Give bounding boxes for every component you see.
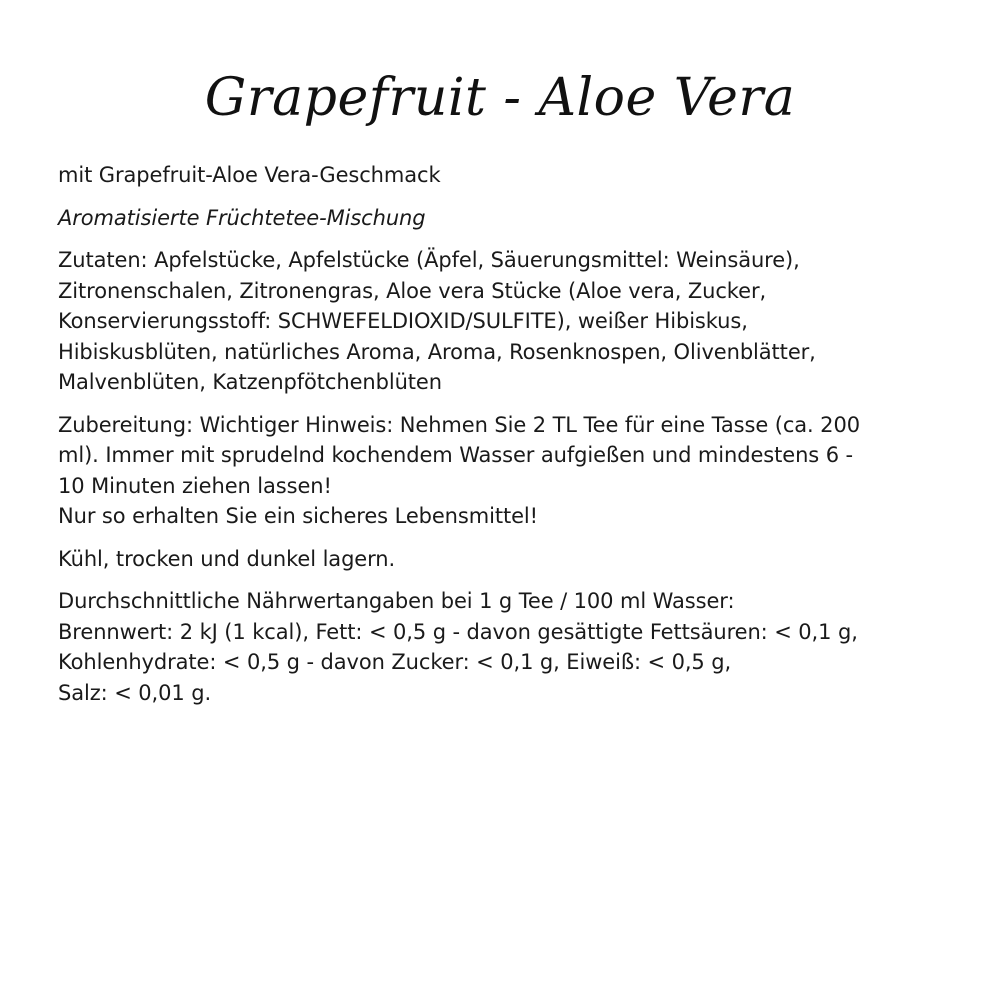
flavor-line <box>58 160 958 191</box>
text-line: Kühl, trocken und dunkel lagern. <box>58 546 396 571</box>
text-line: Zubereitung: Wichtiger Hinweis: Nehmen Sie 2 TL Tee für eine Tasse (ca. 200 <box>58 412 860 437</box>
text-line: Durchschnittliche Nährwertangaben bei 1 g Tee / 100 ml Wasser: <box>58 589 735 613</box>
text-line: Kohlenhydrate: < 0,5 g - davon Zucker: < 0,1 g, Eiweiß: < 0,5 g, <box>58 650 732 674</box>
text-line: Konservierungsstoff: SCHWEFELDIOXID/SULFITE), weißer Hibiskus, <box>58 309 748 333</box>
text-line: mit Grapefruit-Aloe Vera-Geschmack <box>58 163 441 187</box>
label-content <box>58 160 958 720</box>
product-type <box>58 203 958 234</box>
storage-paragraph <box>58 544 958 575</box>
text-line: Malvenblüten, Katzenpfötchenblüten <box>58 370 442 394</box>
text-line: ml). Immer mit sprudelnd kochendem Wasser aufgießen und mindestens 6 - <box>58 443 854 467</box>
ingredients-paragraph <box>58 245 958 398</box>
nutrition-paragraph <box>58 586 958 708</box>
text-line: Aromatisierte Früchtetee-Mischung <box>58 205 426 230</box>
text-line: Nur so erhalten Sie ein sicheres Lebensmittel! <box>58 504 538 528</box>
text-line: 10 Minuten ziehen lassen! <box>58 473 332 498</box>
text-line: Salz: < 0,01 g. <box>58 680 212 705</box>
page-title: Grapefruit - Aloe Vera <box>204 68 796 128</box>
text-line: Brennwert: 2 kJ (1 kcal), Fett: < 0,5 g - davon gesättigte Fettsäuren: < 0,1 g, <box>58 619 858 644</box>
text-line: Zitronenschalen, Zitronengras, Aloe vera Stücke (Aloe vera, Zucker, <box>58 278 767 303</box>
preparation-paragraph <box>58 410 958 532</box>
text-line: Hibiskusblüten, natürliches Aroma, Aroma, Rosenknospen, Olivenblätter, <box>58 339 816 364</box>
text-line: Zutaten: Apfelstücke, Apfelstücke (Äpfel, Säuerungsmittel: Weinsäure), <box>58 248 800 272</box>
